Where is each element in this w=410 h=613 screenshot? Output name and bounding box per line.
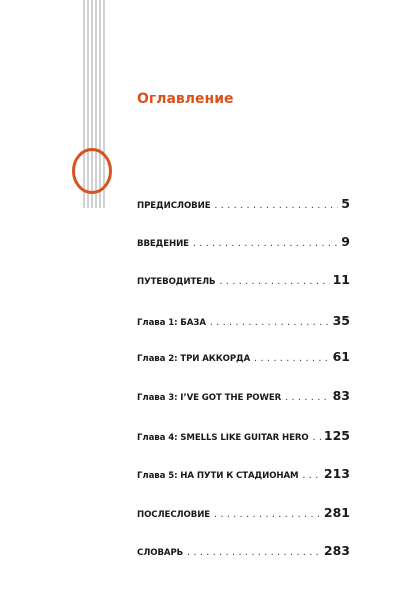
toc-page-number: 83 [332, 388, 350, 403]
toc-page-number: 11 [332, 272, 350, 287]
toc-page-number: 5 [341, 196, 350, 211]
toc-entry-label: ПРЕДИСЛОВИЕ [137, 201, 211, 211]
toc-leader-dots [284, 393, 329, 402]
toc-entry-label: ПУТЕВОДИТЕЛЬ [137, 277, 216, 287]
toc-entry-afterword[interactable] [137, 505, 350, 525]
toc-leader-dots [213, 510, 321, 519]
toc-page-number: 61 [332, 349, 350, 364]
toc-entry-label: Глава 1: БАЗА [137, 318, 206, 328]
toc-leader-dots [209, 318, 330, 327]
toc-entry-label: ВВЕДЕНИЕ [137, 239, 189, 249]
toc-leader-dots [312, 433, 321, 442]
toc-entry-label: СЛОВАРЬ [137, 548, 184, 558]
toc-leader-dots [192, 239, 338, 248]
toc-entry-preface[interactable] [137, 196, 350, 216]
toc-leader-dots [213, 201, 338, 210]
toc-entry-chapter-2[interactable] [137, 349, 350, 369]
toc-entry-glossary[interactable] [137, 543, 350, 563]
toc-page-number: 125 [323, 428, 350, 443]
toc-page-number: 213 [323, 466, 350, 481]
toc-entry-label: Глава 2: ТРИ АККОРДА [137, 354, 251, 364]
toc-entry-label: Глава 4: SMELLS LIKE GUITAR HERO [137, 433, 309, 443]
toc-leader-dots [253, 354, 329, 363]
toc-entry-chapter-1[interactable] [137, 313, 350, 333]
table-of-contents [137, 0, 350, 613]
toc-page-number: 281 [323, 505, 350, 520]
toc-entry-label: Глава 5: НА ПУТИ К СТАДИОНАМ [137, 471, 299, 481]
toc-entry-chapter-5[interactable] [137, 466, 350, 486]
toc-leader-dots [302, 471, 321, 480]
toc-heading: Оглавление [137, 91, 234, 107]
toc-entry-chapter-4[interactable] [137, 428, 350, 448]
toc-entry-label: ПОСЛЕСЛОВИЕ [137, 510, 211, 520]
toc-leader-dots [186, 548, 321, 557]
toc-leader-dots [218, 277, 329, 286]
toc-entry-chapter-3[interactable] [137, 388, 350, 408]
toc-entry-guide[interactable] [137, 272, 350, 292]
toc-page-number: 35 [332, 313, 350, 328]
toc-page-number: 283 [323, 543, 350, 558]
toc-entry-label: Глава 3: I’VE GOT THE POWER [137, 393, 282, 403]
toc-entry-introduction[interactable] [137, 234, 350, 254]
toc-page-number: 9 [341, 234, 350, 249]
